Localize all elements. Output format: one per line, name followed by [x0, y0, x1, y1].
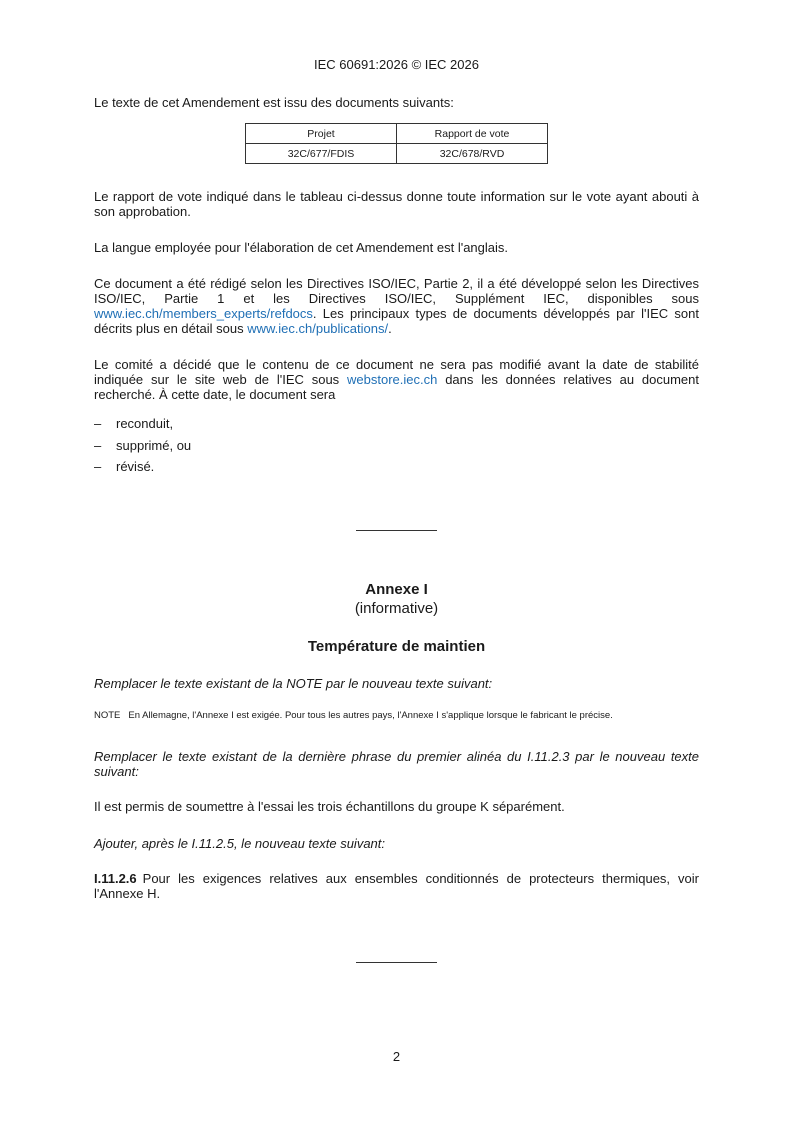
table-header-row — [246, 124, 548, 144]
instruction-replace-sentence: Remplacer le texte existant de la dernière phrase du premier alinéa du I.11.2.3 par le nouveau texte suivant: — [94, 749, 699, 779]
stability-paragraph — [94, 357, 699, 402]
clause-number: I.11.2.6 — [94, 871, 137, 886]
table-header-cell: Rapport de vote — [397, 124, 548, 144]
directives-text: . Les principaux types de documents développés par l'IEC sont décrits plus en détail sous — [94, 306, 699, 336]
directives-text: Ce document a été rédigé selon les Directives ISO/IEC, Partie 2, il a été développé selon les Directives ISO/IEC, Partie 1 et les Directives ISO/IEC, Supplément IEC, disponibles sous — [94, 276, 699, 306]
list-item — [94, 438, 191, 453]
section-divider — [356, 530, 437, 531]
publications-link[interactable]: www.iec.ch/publications/ — [247, 321, 389, 336]
note-label: NOTE — [94, 710, 121, 721]
language-paragraph: La langue employée pour l'élaboration de cet Amendement est l'anglais. — [94, 240, 509, 255]
directives-text: . — [388, 321, 392, 336]
list-item — [94, 416, 173, 431]
vote-table — [245, 123, 548, 164]
refdocs-link[interactable]: www.iec.ch/members_experts/refdocs — [94, 306, 313, 321]
annex-subtitle: (informative) — [354, 600, 439, 617]
note-paragraph — [94, 710, 699, 722]
clause-text: Pour les exigences relatives aux ensembles conditionnés de protecteurs thermiques, voir l'Annexe H. — [94, 871, 699, 901]
table-header-cell: Projet — [246, 124, 397, 144]
directives-paragraph — [94, 276, 699, 336]
stability-text: dans les données relatives au document recherché. À cette date, le document sera — [94, 372, 699, 402]
page-number: 2 — [392, 1049, 401, 1064]
list-item-text: reconduit, — [116, 416, 174, 431]
instruction-replace-note: Remplacer le texte existant de la NOTE par le nouveau texte suivant: — [94, 676, 493, 691]
list-item-text: supprimé, ou — [116, 438, 192, 453]
webstore-link[interactable]: webstore.iec.ch — [347, 372, 438, 387]
dash-marker: – — [94, 459, 102, 474]
stability-text: Le comité a décidé que le contenu de ce document ne sera pas modifié avant la date de stabilité indiquée sur le site web de l'IEC sous — [94, 357, 699, 387]
note-text: En Allemagne, l'Annexe I est exigée. Pour tous les autres pays, l'Annexe I s'applique lorsque le fabricant le précise. — [128, 710, 613, 721]
table-row — [246, 144, 548, 164]
list-item — [94, 459, 154, 474]
dash-marker: – — [94, 438, 102, 453]
table-cell: 32C/677/FDIS — [246, 144, 397, 164]
annex-heading: Température de maintien — [307, 638, 486, 655]
annex-title: Annexe I — [365, 581, 428, 598]
instruction-add: Ajouter, après le I.11.2.5, le nouveau texte suivant: — [94, 836, 386, 851]
intro-text: Le texte de cet Amendement est issu des documents suivants: — [94, 95, 454, 110]
dash-marker: – — [94, 416, 102, 431]
list-item-text: révisé. — [116, 459, 155, 474]
clause-paragraph — [94, 871, 699, 901]
section-divider — [356, 962, 437, 963]
test-paragraph: Il est permis de soumettre à l'essai les trois échantillons du groupe K séparément. — [94, 799, 565, 814]
table-cell: 32C/678/RVD — [397, 144, 548, 164]
vote-paragraph: Le rapport de vote indiqué dans le tableau ci-dessus donne toute information sur le vote ayant abouti à son approbation. — [94, 189, 699, 219]
page-header: IEC 60691:2026 © IEC 2026 — [314, 57, 479, 72]
